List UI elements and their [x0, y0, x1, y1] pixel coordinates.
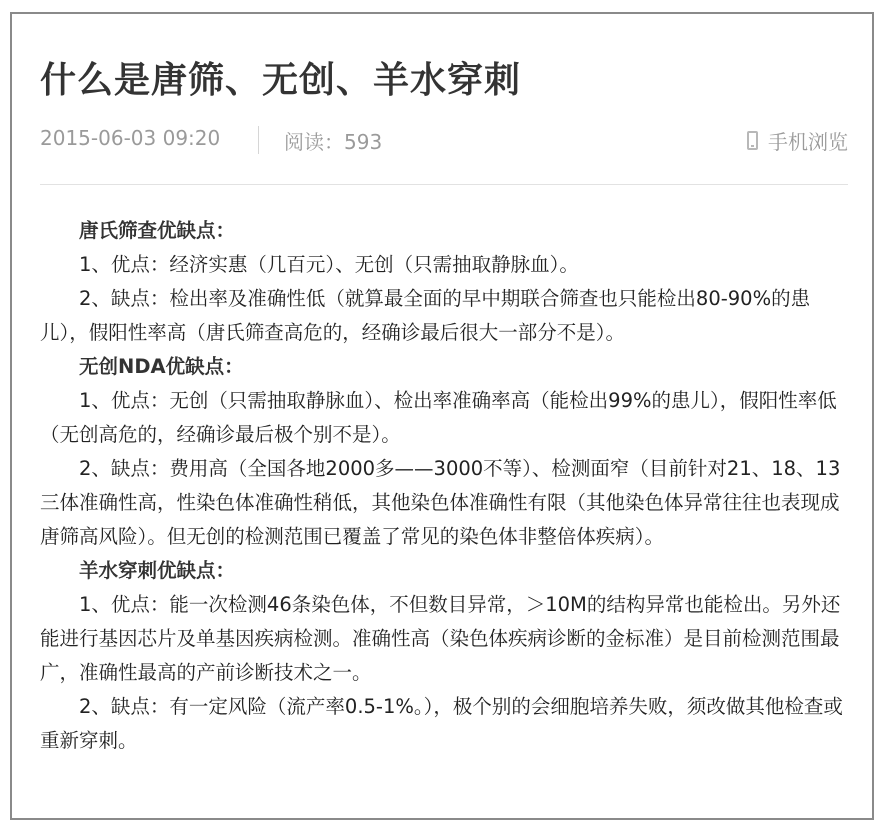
paragraph-amniocentesis-pros: 1、优点：能一次检测46条染色体，不但数目异常，＞10M的结构异常也能检出。另外还能进行基因芯片及单基因疾病检测。准确性高（染色体疾病诊断的金标准）是目前检测范围最广，准确性最高的产前诊断技术之一。 — [40, 593, 841, 684]
paragraph-screening-pros: 1、优点：经济实惠（几百元）、无创（只需抽取静脉血）。 — [79, 253, 579, 276]
header-divider — [40, 184, 848, 185]
paragraph-nipt-pros: 1、优点：无创（只需抽取静脉血）、检出率准确率高（能检出99%的患儿），假阳性率低（无创高危的，经确诊最后极个别不是）。 — [40, 389, 837, 446]
publish-date: 2015-06-03 09:20 — [40, 126, 221, 150]
article-body — [40, 214, 848, 758]
paragraph-amniocentesis-cons: 2、缺点：有一定风险（流产率0.5-1%。），极个别的会细胞培养失败，须改做其他检查或重新穿刺。 — [40, 695, 843, 752]
phone-icon — [747, 131, 758, 150]
meta-separator — [258, 126, 259, 154]
section-heading-amniocentesis: 羊水穿刺优缺点： — [79, 559, 236, 582]
article-frame — [10, 12, 874, 820]
article-title: 什么是唐筛、无创、羊水穿刺 — [40, 60, 522, 101]
section-heading-nipt: 无创NDA优缺点： — [79, 355, 244, 378]
paragraph-screening-cons: 2、缺点：检出率及准确性低（就算最全面的早中期联合筛查也只能检出80-90%的患儿），假阳性率高（唐氏筛查高危的，经确诊最后很大一部分不是）。 — [40, 287, 811, 344]
mobile-view-label: 手机浏览 — [768, 130, 848, 154]
article-meta — [40, 122, 848, 156]
paragraph-nipt-cons: 2、缺点：费用高（全国各地2000多——3000不等）、检测面窄（目前针对21、18、13三体准确性高，性染色体准确性稍低，其他染色体准确性有限（其他染色体异常往往也表现成唐筛高风险）。但无创的检测范围已覆盖了常见的染色体非整倍体疾病）。 — [40, 457, 841, 548]
section-heading-down-syndrome-screening: 唐氏筛查优缺点： — [79, 219, 236, 242]
read-count: 阅读：593 — [284, 130, 383, 154]
mobile-view-link[interactable] — [747, 126, 848, 155]
